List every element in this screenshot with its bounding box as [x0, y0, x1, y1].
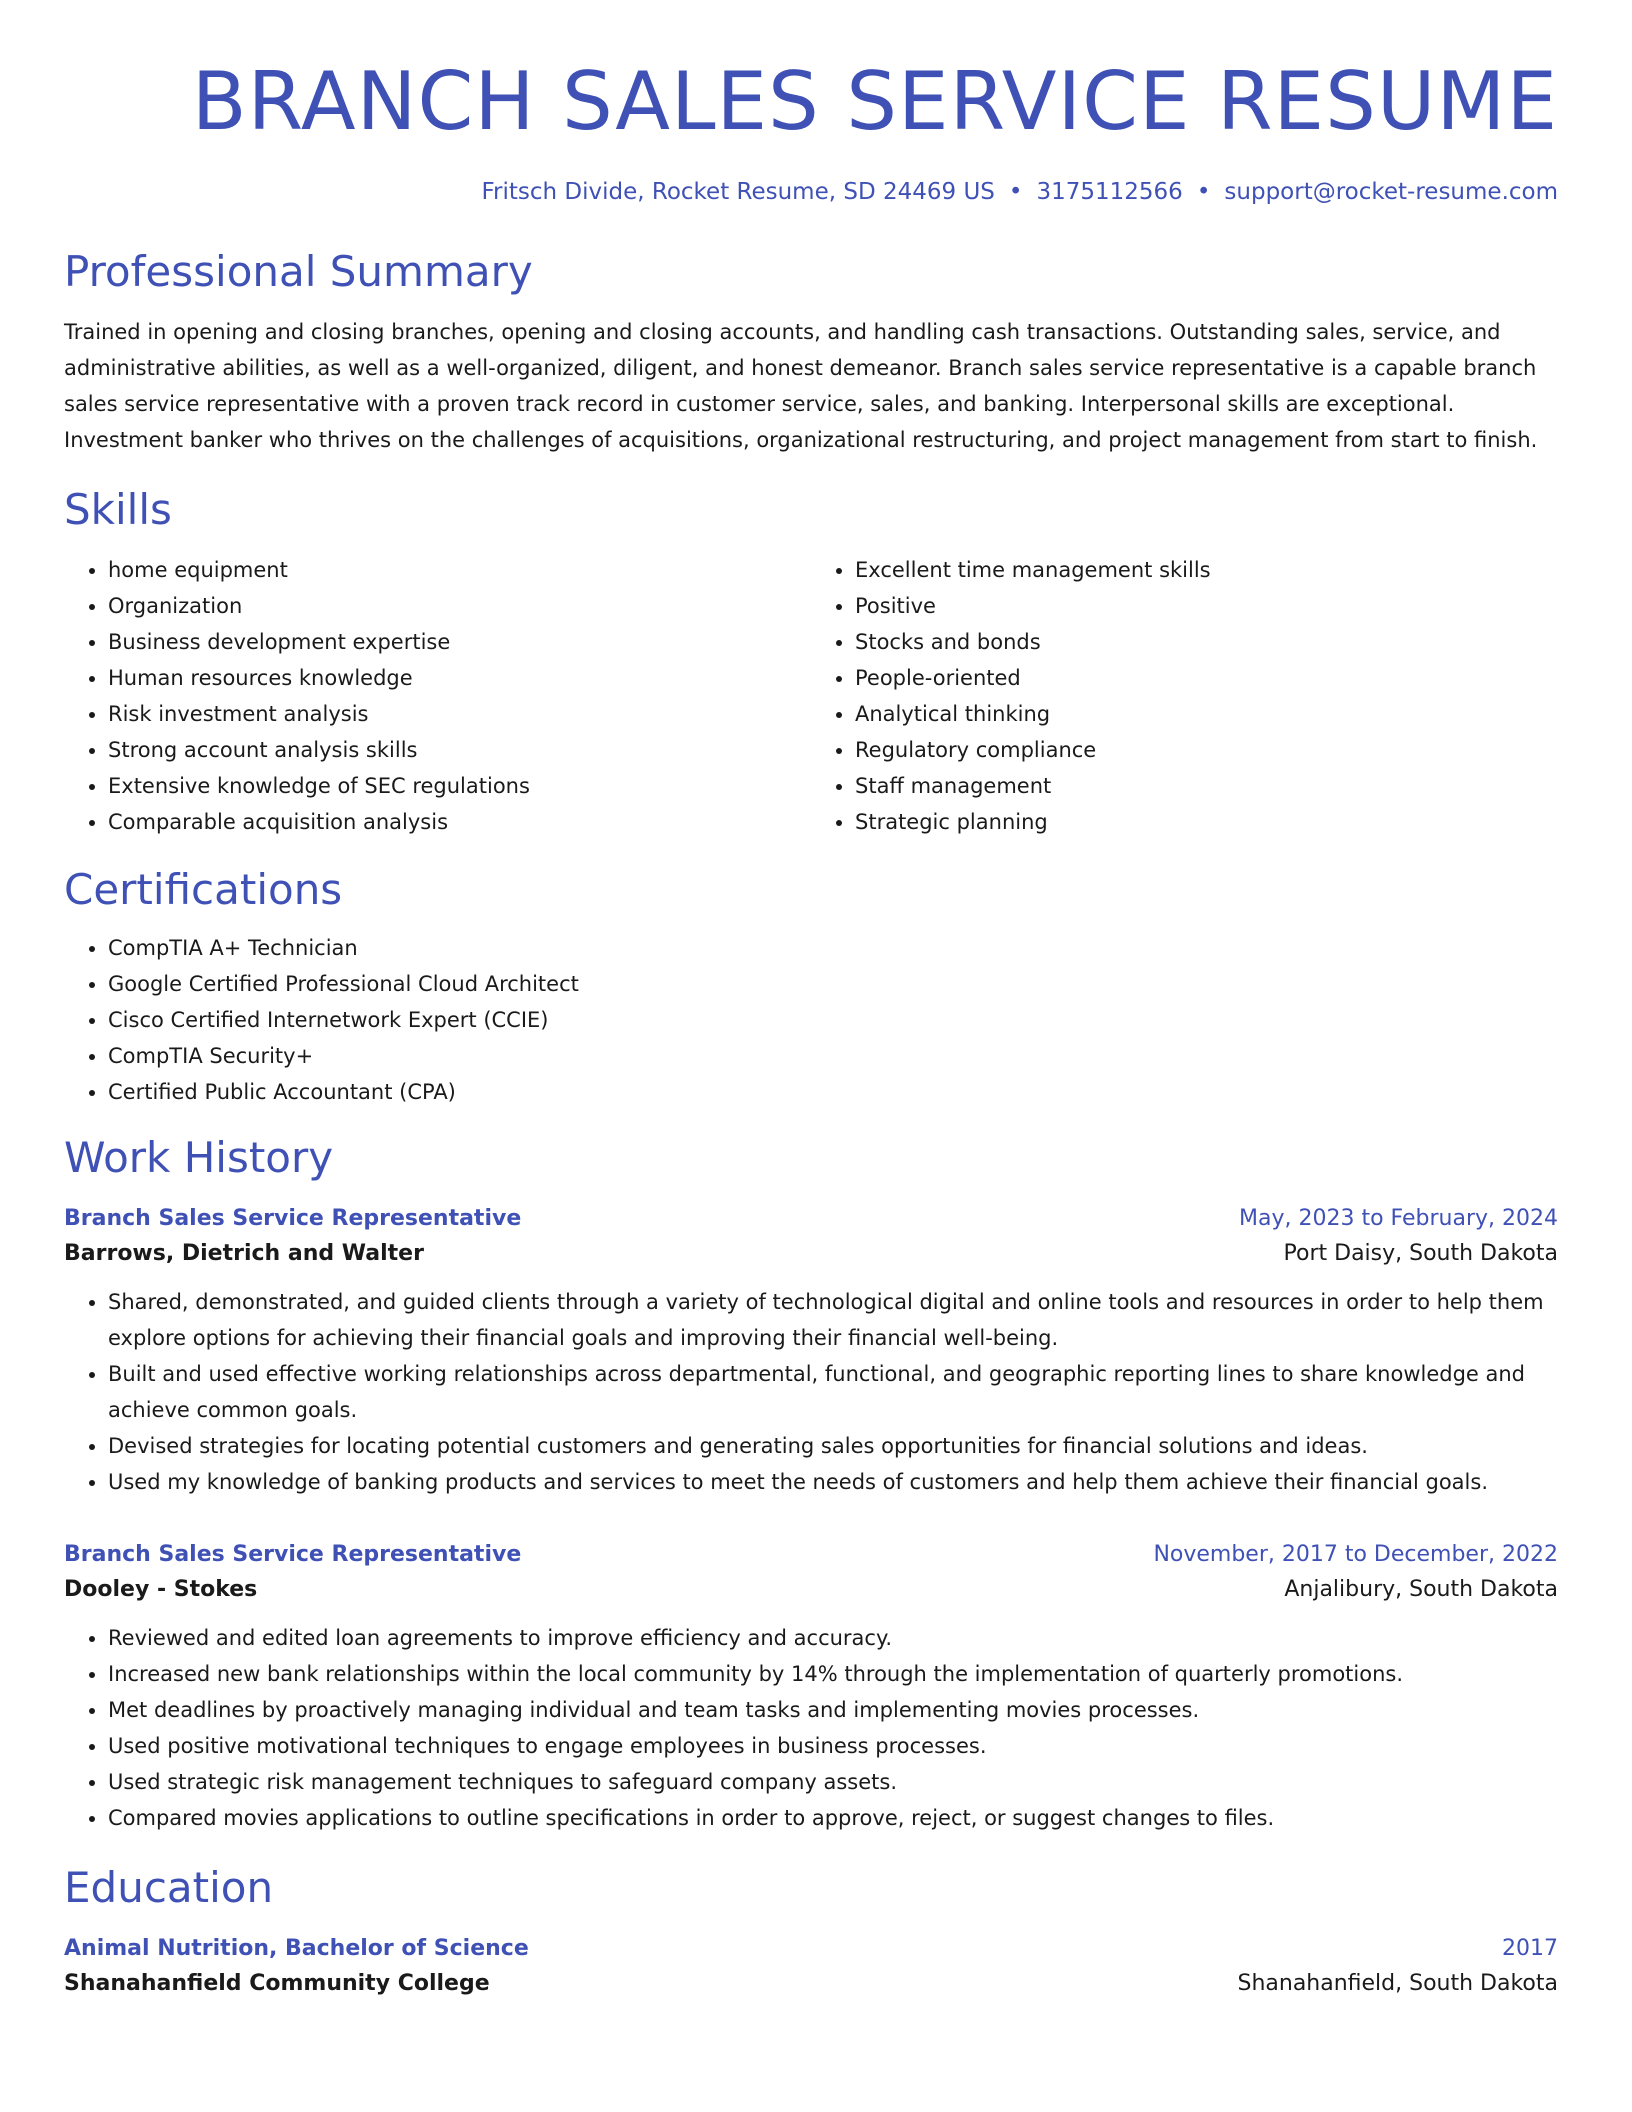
skill-item: • home equipment: [108, 552, 811, 588]
job-bullet: • Used strategic risk management techniques to safeguard company assets.: [108, 1764, 1558, 1800]
job-entry: [64, 1540, 1558, 1836]
certification-item: • Certified Public Accountant (CPA): [108, 1074, 1558, 1110]
contact-line: [64, 178, 1558, 206]
skills-list-right: [811, 552, 1558, 840]
education-year: 2017: [1502, 1936, 1558, 1961]
job-bullets: [64, 1620, 1558, 1836]
job-entry: [64, 1204, 1558, 1500]
resume-page: [64, 0, 1558, 2004]
skills-list-left: [64, 552, 811, 840]
skills-columns: [64, 552, 1558, 840]
job-company: Dooley - Stokes: [64, 1577, 258, 1602]
section-title-education: Education: [64, 1863, 274, 1912]
resume-header: [64, 55, 1558, 206]
job-company-row: [64, 1234, 1558, 1274]
job-bullet: • Increased new bank relationships within the local community by 14% through the implementation of quarterly promotions.: [108, 1656, 1558, 1692]
resume-title: BRANCH SALES SERVICE RESUME: [191, 55, 1558, 148]
education-school-row: [64, 1964, 1558, 2004]
skill-item: • People-oriented: [855, 660, 1558, 696]
skill-item: • Organization: [108, 588, 811, 624]
skill-item: • Regulatory compliance: [855, 732, 1558, 768]
job-title: Branch Sales Service Representative: [64, 1206, 522, 1231]
education-school: Shanahanfield Community College: [64, 1971, 490, 1996]
job-company: Barrows, Dietrich and Walter: [64, 1241, 424, 1266]
job-header-row: [64, 1204, 1558, 1234]
section-title-certifications: Certifications: [64, 865, 343, 914]
certification-item: • Cisco Certified Internetwork Expert (CCIE): [108, 1002, 1558, 1038]
job-bullet: • Used positive motivational techniques to engage employees in business processes.: [108, 1728, 1558, 1764]
section-title-summary: Professional Summary: [64, 247, 533, 296]
job-title: Branch Sales Service Representative: [64, 1542, 522, 1567]
job-dates: May, 2023 to February, 2024: [1239, 1206, 1558, 1231]
skill-item: • Comparable acquisition analysis: [108, 804, 811, 840]
skill-item: • Extensive knowledge of SEC regulations: [108, 768, 811, 804]
contact-address: Fritsch Divide, Rocket Resume, SD 24469 US: [481, 179, 995, 205]
certification-item: • CompTIA A+ Technician: [108, 930, 1558, 966]
job-bullet: • Met deadlines by proactively managing individual and team tasks and implementing movies processes.: [108, 1692, 1558, 1728]
job-bullet: • Devised strategies for locating potential customers and generating sales opportunities for financial solutions and ideas.: [108, 1428, 1558, 1464]
contact-email: support@rocket-resume.com: [1224, 179, 1558, 205]
certification-item: • CompTIA Security+: [108, 1038, 1558, 1074]
job-bullet: • Used my knowledge of banking products and services to meet the needs of customers and help them achieve their financial goals.: [108, 1464, 1558, 1500]
skill-item: • Positive: [855, 588, 1558, 624]
skill-item: • Strong account analysis skills: [108, 732, 811, 768]
contact-phone: 3175112566: [1036, 179, 1183, 205]
skill-item: • Analytical thinking: [855, 696, 1558, 732]
contact-separator: •: [1008, 179, 1023, 205]
job-bullet: • Reviewed and edited loan agreements to improve efficiency and accuracy.: [108, 1620, 1558, 1656]
job-location: Port Daisy, South Dakota: [1283, 1241, 1558, 1266]
job-bullet: • Compared movies applications to outline specifications in order to approve, reject, or suggest changes to files.: [108, 1800, 1558, 1836]
contact-separator: •: [1196, 179, 1211, 205]
job-company-row: [64, 1570, 1558, 1610]
education-degree: Animal Nutrition, Bachelor of Science: [64, 1936, 529, 1961]
skill-item: • Human resources knowledge: [108, 660, 811, 696]
job-location: Anjalibury, South Dakota: [1284, 1577, 1558, 1602]
education-entry: [64, 1934, 1558, 2004]
skill-item: • Risk investment analysis: [108, 696, 811, 732]
job-bullets: [64, 1284, 1558, 1500]
education-location: Shanahanfield, South Dakota: [1237, 1971, 1558, 1996]
job-bullet: • Built and used effective working relationships across departmental, functional, and geographic reporting lines to share knowledge and achieve common goals.: [108, 1356, 1558, 1428]
summary-text: Trained in opening and closing branches, opening and closing accounts, and handling cash transactions. Outstanding sales, service, and administrative abilities, as well as a well-organized, diligent, and honest demeanor. Branch sales service representative is a capable branch sales service representative with a proven track record in customer service, sales, and banking. Interpersonal skills are exceptional. Investment banker who thrives on the challenges of acquisitions, organizational restructuring, and project management from start to finish.: [64, 320, 1538, 452]
section-title-skills: Skills: [64, 485, 172, 534]
skill-item: • Staff management: [855, 768, 1558, 804]
skill-item: • Business development expertise: [108, 624, 811, 660]
education-header-row: [64, 1934, 1558, 1964]
certifications-list: [64, 930, 1558, 1110]
skill-item: • Stocks and bonds: [855, 624, 1558, 660]
section-title-work-history: Work History: [64, 1133, 334, 1182]
job-dates: November, 2017 to December, 2022: [1153, 1542, 1558, 1567]
skill-item: • Excellent time management skills: [855, 552, 1558, 588]
skill-item: • Strategic planning: [855, 804, 1558, 840]
certification-item: • Google Certified Professional Cloud Architect: [108, 966, 1558, 1002]
job-header-row: [64, 1540, 1558, 1570]
job-bullet: • Shared, demonstrated, and guided clients through a variety of technological digital and online tools and resources in order to help them explore options for achieving their financial goals and improving their financial well-being.: [108, 1284, 1558, 1356]
